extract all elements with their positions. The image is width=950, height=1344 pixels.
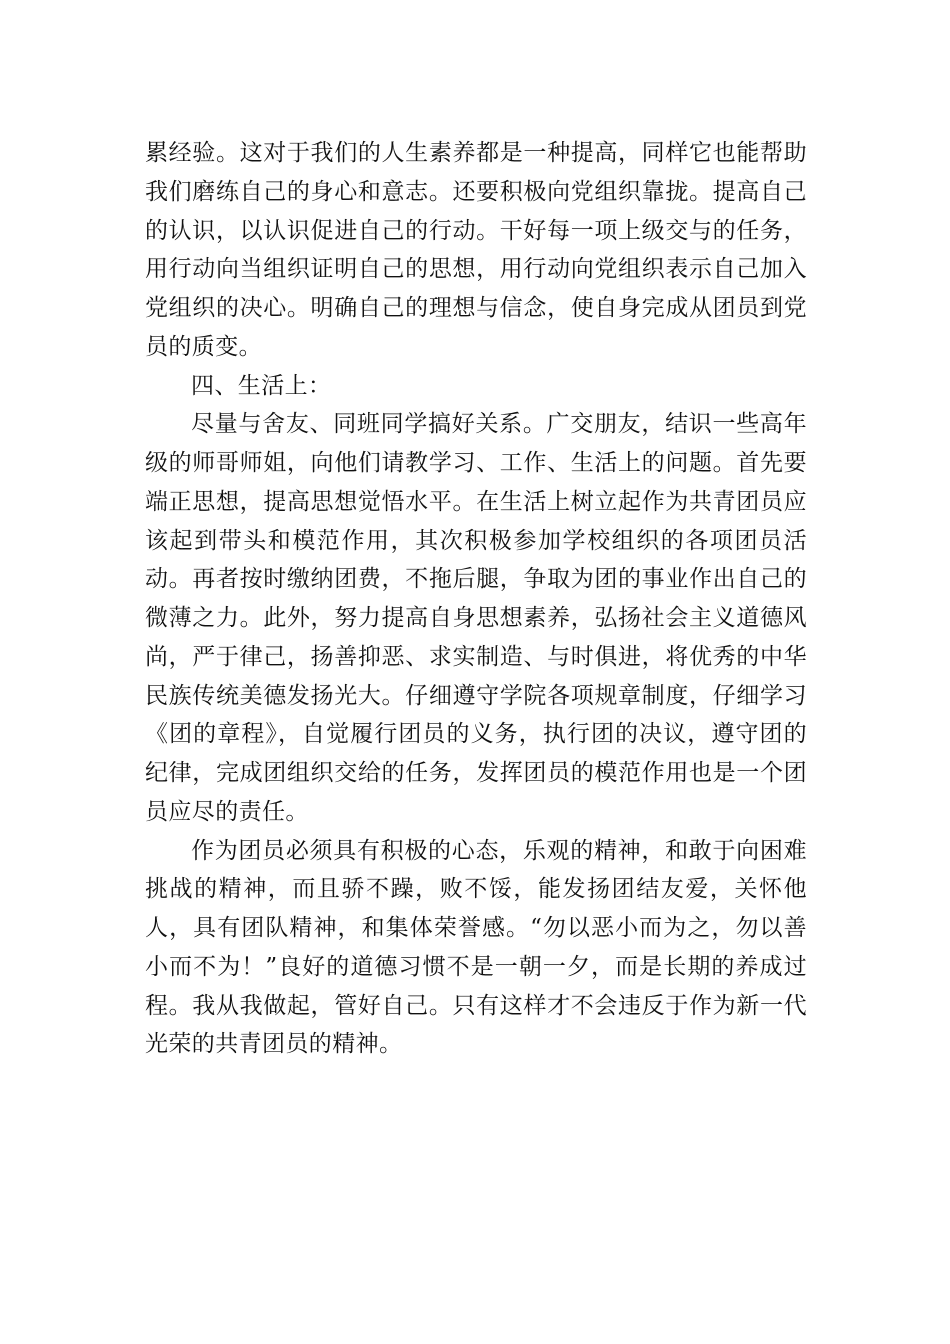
paragraph-continuation: 累经验。这对于我们的人生素养都是一种提高，同样它也能帮助我们磨练自己的身心和意志。还要积极向党组织靠拢。提高自己的认识，以认识促进自己的行动。干好每一项上级交与的任务，用行动向当组织证明自己的思想，用行动向党组织表示自己加入党组织的决心。明确自己的理想与信念，使自身完成从团员到党员的质变。 xyxy=(145,140,807,360)
paragraph-attitude: 作为团员必须具有积极的心态，乐观的精神，和敢于向困难挑战的精神，而且骄不躁，败不馁，能发扬团结友爱，关怀他人，具有团队精神，和集体荣誉感。“勿以恶小而为之，勿以善小而不为！”良好的道德习惯不是一朝一夕，而是长期的养成过程。我从我做起，管好自己。只有这样才不会违反于作为新一代光荣的共青团员的精神。 xyxy=(145,837,807,1058)
paragraph-life-relations: 尽量与舍友、同班同学搞好关系。广交朋友，结识一些高年级的师哥师姐，向他们请教学习、工作、生活上的问题。首先要端正思想，提高思想觉悟水平。在生活上树立起作为共青团员应该起到带头和模范作用，其次积极参加学校组织的各项团员活动。再者按时缴纳团费，不拖后腿，争取为团的事业作出自己的微薄之力。此外，努力提高自身思想素养，弘扬社会主义道德风尚，严于律己，扬善抑恶、求实制造、与时俱进，将优秀的中华民族传统美德发扬光大。仔细遵守学院各项规章制度，仔细学习《团的章程》，自觉履行团员的义务，执行团的决议，遵守团的纪律，完成团组织交给的任务，发挥团员的模范作用也是一个团员应尽的责任。 xyxy=(145,411,807,825)
document-body xyxy=(145,134,807,1064)
section-heading-life: 四、生活上： xyxy=(191,372,332,399)
